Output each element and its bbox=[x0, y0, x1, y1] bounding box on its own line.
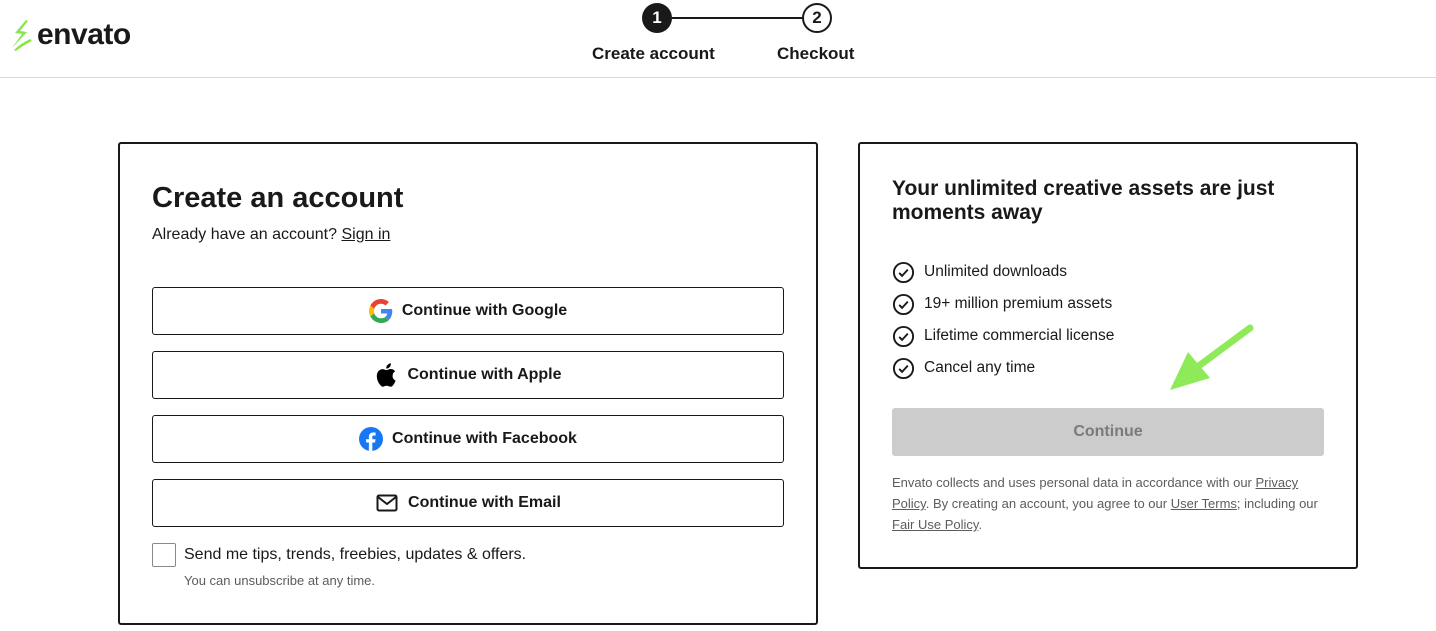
have-account-text: Already have an account? bbox=[152, 226, 338, 243]
step-2-label: Checkout bbox=[777, 44, 855, 63]
benefits-list bbox=[892, 256, 1114, 384]
create-account-card bbox=[118, 142, 818, 625]
sign-in-link[interactable]: Sign in bbox=[341, 226, 391, 243]
top-header bbox=[0, 0, 1436, 78]
benefits-card bbox=[858, 142, 1358, 569]
newsletter-opt-in bbox=[152, 543, 526, 567]
newsletter-label[interactable]: Send me tips, trends, freebies, updates & offers. bbox=[184, 546, 527, 563]
apple-button-label: Continue with Apple bbox=[407, 366, 562, 383]
check-circle-icon bbox=[892, 293, 915, 316]
check-circle-icon bbox=[892, 325, 915, 348]
unsubscribe-note: You can unsubscribe at any time. bbox=[184, 573, 376, 588]
legal-text-4: . bbox=[978, 517, 983, 532]
continue-with-google-button[interactable] bbox=[152, 287, 784, 335]
continue-button[interactable]: Continue bbox=[892, 408, 1324, 456]
step-2-indicator: 2 bbox=[802, 3, 832, 33]
benefit-text: Unlimited downloads bbox=[924, 263, 1068, 280]
annotation-arrow-icon bbox=[1160, 322, 1260, 396]
checkout-stepper bbox=[0, 0, 1436, 78]
continue-with-apple-button[interactable] bbox=[152, 351, 784, 399]
legal-text-1: Envato collects and uses personal data in accordance with our bbox=[892, 475, 1256, 490]
privacy-notice bbox=[892, 472, 1322, 535]
newsletter-checkbox[interactable] bbox=[152, 543, 176, 567]
google-button-label: Continue with Google bbox=[401, 302, 568, 319]
continue-with-facebook-button[interactable] bbox=[152, 415, 784, 463]
legal-text-3: ; including our bbox=[1236, 496, 1318, 511]
benefit-item bbox=[892, 320, 1114, 352]
facebook-button-label: Continue with Facebook bbox=[392, 430, 577, 447]
facebook-icon bbox=[359, 427, 383, 451]
email-button-label: Continue with Email bbox=[408, 494, 561, 511]
stepper-connector bbox=[672, 17, 804, 19]
continue-with-email-button[interactable] bbox=[152, 479, 784, 527]
privacy-policy-link[interactable]: Privacy Policy bbox=[892, 475, 1299, 511]
check-circle-icon bbox=[892, 357, 915, 380]
google-icon bbox=[369, 299, 393, 323]
legal-text-2: . By creating an account, you agree to our bbox=[925, 496, 1171, 511]
user-terms-link[interactable]: User Terms bbox=[1170, 496, 1237, 511]
step-1-indicator: 1 bbox=[642, 3, 672, 33]
benefit-item bbox=[892, 256, 1114, 288]
envelope-icon bbox=[375, 491, 399, 515]
logo-wordmark: envato bbox=[37, 18, 131, 51]
step-1-label: Create account bbox=[592, 44, 715, 63]
benefits-title: Your unlimited creative assets are just moments away bbox=[892, 177, 1275, 224]
sign-in-prompt bbox=[152, 226, 390, 244]
page-title: Create an account bbox=[152, 182, 404, 214]
fair-use-policy-link[interactable]: Fair Use Policy bbox=[892, 517, 979, 532]
apple-icon bbox=[374, 363, 398, 387]
benefit-item bbox=[892, 352, 1114, 384]
benefit-text: Lifetime commercial license bbox=[924, 327, 1115, 344]
benefit-item bbox=[892, 288, 1114, 320]
benefit-text: 19+ million premium assets bbox=[924, 295, 1113, 312]
check-circle-icon bbox=[892, 261, 915, 284]
benefit-text: Cancel any time bbox=[924, 359, 1036, 376]
